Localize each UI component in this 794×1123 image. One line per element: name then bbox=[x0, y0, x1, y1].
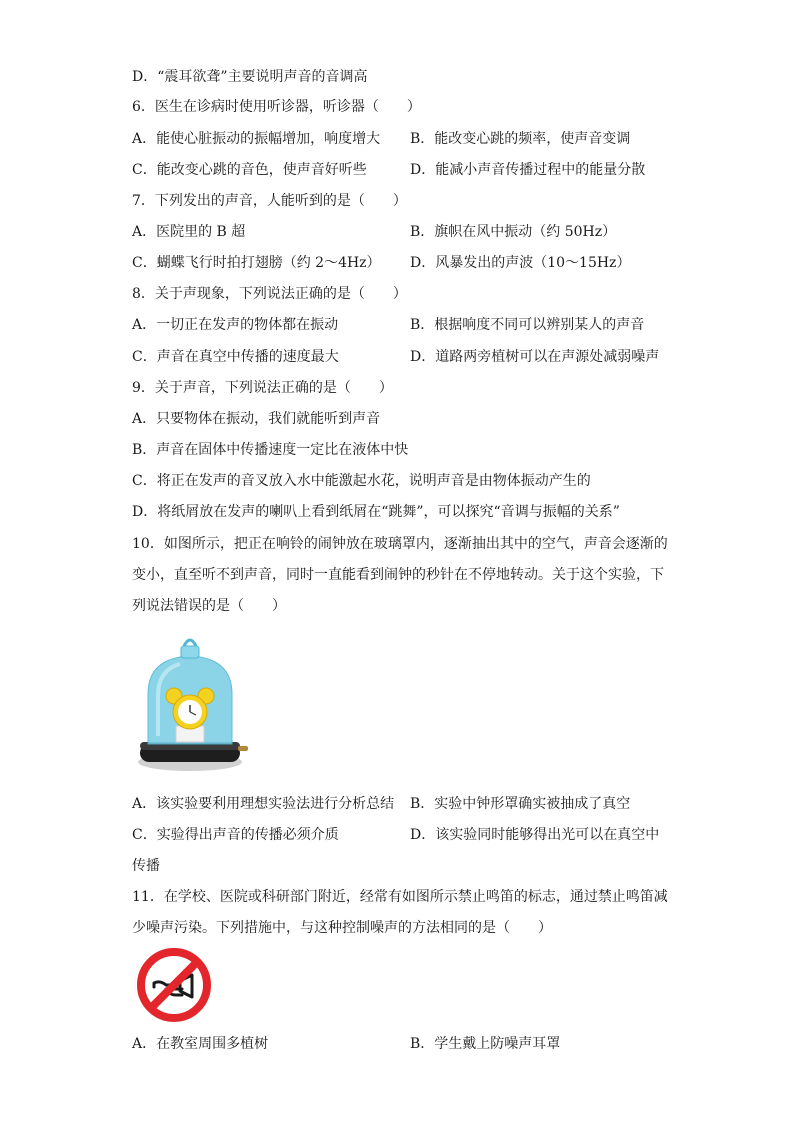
q8-option-c: C．声音在真空中传播的速度最大 bbox=[132, 349, 339, 365]
q10-option-b: B．实验中钟形罩确实被抽成了真空 bbox=[410, 796, 631, 812]
q6-stem: 6．医生在诊病时使用听诊器，听诊器（ ） bbox=[132, 99, 421, 115]
q10-stem-line2: 变小，直至听不到声音，同时一直能看到闹钟的秒针在不停地转动。关于这个实验，下 bbox=[132, 567, 664, 583]
q10-option-d: D．该实验同时能够得出光可以在真空中 bbox=[410, 827, 660, 843]
q11-stem-line1: 11．在学校、医院或科研部门附近，经常有如图所示禁止鸣笛的标志，通过禁止鸣笛减 bbox=[132, 889, 668, 905]
q8-stem: 8．关于声现象，下列说法正确的是（ ） bbox=[132, 286, 407, 302]
q7-option-a: A．医院里的 B 超 bbox=[132, 224, 246, 240]
q7-option-c: C．蝴蝶飞行时拍打翅膀（约 2～4Hz） bbox=[132, 255, 381, 271]
q9-option-c: C．将正在发声的音叉放入水中能激起水花，说明声音是由物体振动产生的 bbox=[132, 473, 591, 489]
no-honking-sign-icon bbox=[136, 947, 212, 1023]
pump-valve bbox=[238, 746, 248, 751]
q6-option-a: A．能使心脏振动的振幅增加，响度增大 bbox=[132, 131, 381, 147]
q9-option-b: B．声音在固体中传播速度一定比在液体中快 bbox=[132, 442, 409, 458]
q8-option-b: B．根据响度不同可以辨别某人的声音 bbox=[410, 317, 645, 333]
bell-jar-alarm-clock-figure bbox=[136, 636, 252, 774]
q6-option-b: B．能改变心跳的频率，使声音变调 bbox=[410, 131, 631, 147]
q6-option-d: D．能减小声音传播过程中的能量分散 bbox=[410, 162, 646, 178]
q8-option-a: A．一切正在发声的物体都在振动 bbox=[132, 317, 339, 333]
q11-option-a: A．在教室周围多植树 bbox=[132, 1036, 269, 1052]
q11-option-b: B．学生戴上防噪声耳罩 bbox=[410, 1036, 561, 1052]
q10-option-d-continued: 传播 bbox=[132, 858, 160, 874]
q7-stem: 7．下列发出的声音，人能听到的是（ ） bbox=[132, 193, 407, 209]
q9-stem: 9．关于声音，下列说法正确的是（ ） bbox=[132, 380, 393, 396]
q10-stem-line1: 10．如图所示，把正在响铃的闹钟放在玻璃罩内，逐渐抽出其中的空气，声音会逐渐的 bbox=[132, 536, 668, 552]
q9-option-a: A．只要物体在振动，我们就能听到声音 bbox=[132, 411, 381, 427]
q10-option-c: C．实验得出声音的传播必须介质 bbox=[132, 827, 339, 843]
q7-option-b: B．旗帜在风中振动（约 50Hz） bbox=[410, 224, 617, 240]
q5-option-d: D．“震耳欲聋”主要说明声音的音调高 bbox=[132, 69, 368, 85]
jar-knob bbox=[184, 640, 196, 646]
q8-option-d: D．道路两旁植树可以在声源处减弱噪声 bbox=[410, 349, 660, 365]
q9-option-d: D．将纸屑放在发声的喇叭上看到纸屑在“跳舞”，可以探究“音调与振幅的关系” bbox=[132, 504, 620, 520]
q11-stem-line2: 少噪声污染。下列措施中，与这种控制噪声的方法相同的是（ ） bbox=[132, 920, 552, 936]
jar-neck bbox=[181, 646, 199, 658]
q10-stem-line3: 列说法错误的是（ ） bbox=[132, 598, 286, 614]
q10-option-a: A．该实验要利用理想实验法进行分析总结 bbox=[132, 796, 395, 812]
q6-option-c: C．能改变心跳的音色，使声音好听些 bbox=[132, 162, 367, 178]
q7-option-d: D．风暴发出的声波（10～15Hz） bbox=[410, 255, 631, 271]
